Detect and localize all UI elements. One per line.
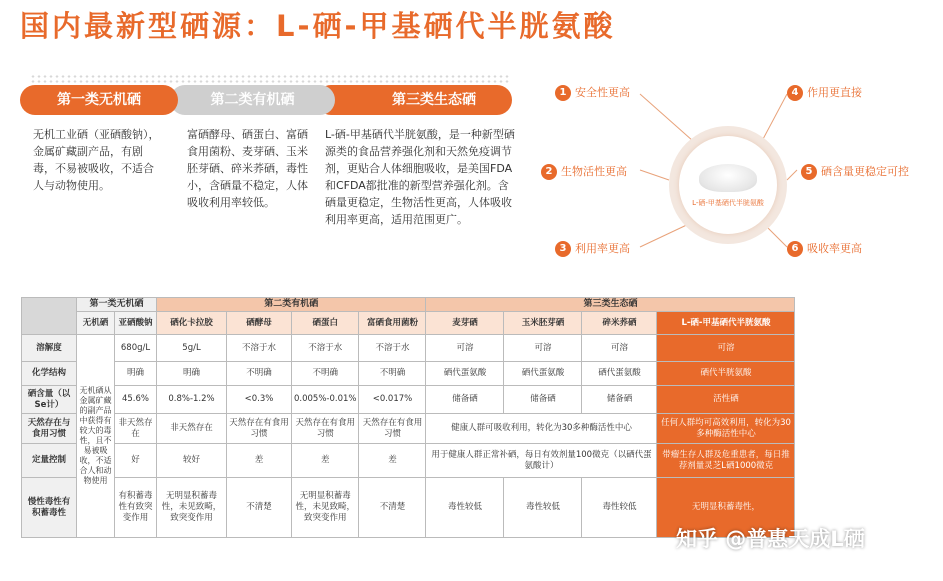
table-row: [22, 335, 795, 362]
table-cell: 680g/L: [115, 335, 157, 362]
page-title: 国内最新型硒源：L-硒-甲基硒代半胱氨酸: [20, 9, 616, 43]
row-header: 天然存在与食用习惯: [22, 414, 77, 444]
column-header: 富硒食用菌粉: [359, 312, 426, 335]
powder-image: [699, 164, 757, 192]
row-header: 定量控制: [22, 444, 77, 478]
table-cell: 任何人群均可高效利用，转化为30多种酶活性中心: [657, 414, 795, 444]
table-cell: 硒代半胱氨酸: [657, 362, 795, 386]
dot-pattern: [30, 74, 510, 84]
feature-label: 硒含量更稳定可控: [821, 165, 909, 178]
table-cell: 有积蓄毒性有致突变作用: [115, 478, 157, 538]
table-cell: 可溶: [582, 335, 657, 362]
column-header: 硒酵母: [227, 312, 292, 335]
table-cell: 可溶: [657, 335, 795, 362]
table-cell: 明确: [157, 362, 227, 386]
product-image-circle: [669, 126, 787, 244]
number-badge: 1: [555, 85, 571, 101]
inorganic-note: 无机硒从金属矿藏的副产品中获得有较大的毒性，且不易被吸收，不适合人和动物使用: [77, 335, 115, 538]
number-badge: 6: [787, 241, 803, 257]
table-cell: 天然存在有食用习惯: [359, 414, 426, 444]
organic-description: 富硒酵母、硒蛋白、富硒食用菌粉、麦芽硒、玉米胚芽硒、碎米荞硒，毒性小，含硒量不稳定，人体吸收利用率较低。: [187, 128, 308, 209]
table-cell: 差: [227, 444, 292, 478]
watermark: 知乎 @普惠天成L硒: [676, 527, 865, 551]
table-cell: 储备硒: [582, 386, 657, 414]
table-cell: 不明确: [292, 362, 359, 386]
feature-5: [801, 163, 909, 180]
eco-description: L-硒-甲基硒代半胱氨酸，是一种新型硒源类的食品营养强化剂和天然免疫调节剂，更贴合人体细胞吸收，是美国FDA和CFDA都批准的新型营养强化剂。含硒量更稳定，生物活性更高，人体吸收利用率更高，适用范围更广。: [325, 128, 515, 226]
table-cell: 较好: [157, 444, 227, 478]
table-cell: 不清楚: [359, 478, 426, 538]
table-cell: 毒性较低: [426, 478, 504, 538]
row-header: 溶解度: [22, 335, 77, 362]
table-cell: 非天然存在: [115, 414, 157, 444]
column-header: L-硒-甲基硒代半胱氨酸: [657, 312, 795, 335]
table-cell: 45.6%: [115, 386, 157, 414]
row-header: 化学结构: [22, 362, 77, 386]
table-cell: 不明确: [359, 362, 426, 386]
table-row: [22, 362, 795, 386]
table-cell: <0.017%: [359, 386, 426, 414]
table-cell: 天然存在有食用习惯: [292, 414, 359, 444]
table-cell: 无明显积蓄毒性，未见致畸，致突变作用: [157, 478, 227, 538]
group-header: 第一类无机硒: [77, 298, 157, 312]
table-cell: 储备硒: [426, 386, 504, 414]
row-header: 硒含量（以Se计）: [22, 386, 77, 414]
table-cell: 不溶于水: [227, 335, 292, 362]
table-cell: 不明确: [227, 362, 292, 386]
table-cell: 差: [359, 444, 426, 478]
table-row: [22, 414, 795, 444]
table-cell: 明确: [115, 362, 157, 386]
table-corner: [22, 298, 77, 335]
inorganic-description: 无机工业硒（亚硒酸钠），金属矿藏副产品，有剧毒，不易被吸收，不适合人与动物使用。: [33, 128, 160, 192]
table-cell: <0.3%: [227, 386, 292, 414]
column-header: 碎米荞硒: [582, 312, 657, 335]
table-cell: 不溶于水: [292, 335, 359, 362]
tab-organic-selenium[interactable]: 第二类有机硒: [170, 85, 335, 115]
table-cell: 不清楚: [227, 478, 292, 538]
number-badge: 2: [541, 164, 557, 180]
table-cell: 0.005%-0.01%: [292, 386, 359, 414]
table-cell: 不溶于水: [359, 335, 426, 362]
feature-4: [787, 84, 862, 101]
table-cell: 健康人群可吸收利用，转化为30多种酶活性中心: [426, 414, 657, 444]
number-badge: 4: [787, 85, 803, 101]
table-cell: 活性硒: [657, 386, 795, 414]
column-header: 麦芽硒: [426, 312, 504, 335]
feature-label: 利用率更高: [575, 242, 630, 255]
table-cell: 0.8%-1.2%: [157, 386, 227, 414]
column-header: 无机硒: [77, 312, 115, 335]
circle-label: L-硒-甲基硒代半胱氨酸: [692, 199, 764, 207]
table-row: [22, 444, 795, 478]
feature-1: [555, 84, 630, 101]
column-header: 硒化卡拉胶: [157, 312, 227, 335]
table-cell: 带瘤生存人群及危重患者，每日推荐剂量灵芝L硒1000微克: [657, 444, 795, 478]
group-header: 第二类有机硒: [157, 298, 426, 312]
table-cell: 硒代蛋氨酸: [504, 362, 582, 386]
feature-label: 生物活性更高: [561, 165, 627, 178]
table-cell: 无明显积蓄毒性，未见致畸，致突变作用: [292, 478, 359, 538]
table-cell: 非天然存在: [157, 414, 227, 444]
feature-3: [555, 240, 630, 257]
table-cell: 硒代蛋氨酸: [426, 362, 504, 386]
row-header: 慢性毒性有积蓄毒性: [22, 478, 77, 538]
table-cell: 储备硒: [504, 386, 582, 414]
table-cell: 5g/L: [157, 335, 227, 362]
table-cell: 可溶: [504, 335, 582, 362]
feature-label: 吸收率更高: [807, 242, 862, 255]
tab-inorganic-selenium[interactable]: 第一类无机硒: [20, 85, 178, 115]
table-cell: 可溶: [426, 335, 504, 362]
table-cell: 天然存在有食用习惯: [227, 414, 292, 444]
table-cell: 毒性较低: [504, 478, 582, 538]
feature-label: 安全性更高: [575, 86, 630, 99]
feature-label: 作用更直接: [807, 86, 862, 99]
group-header: 第三类生态硒: [426, 298, 795, 312]
number-badge: 3: [555, 241, 571, 257]
table-cell: 好: [115, 444, 157, 478]
table-cell: 差: [292, 444, 359, 478]
table-row: [22, 386, 795, 414]
table-cell: 硒代蛋氨酸: [582, 362, 657, 386]
feature-6: [787, 240, 862, 257]
column-header: 亚硒酸钠: [115, 312, 157, 335]
number-badge: 5: [801, 164, 817, 180]
column-header: 玉米胚芽硒: [504, 312, 582, 335]
column-header: 硒蛋白: [292, 312, 359, 335]
comparison-table: [21, 297, 795, 538]
tab-eco-selenium[interactable]: 第三类生态硒: [316, 85, 512, 115]
table-cell: 毒性较低: [582, 478, 657, 538]
feature-2: [541, 163, 627, 180]
table-cell: 无明显积蓄毒性，: [657, 478, 795, 538]
table-cell: 用于健康人群正常补硒，每日有效剂量100微克（以硒代蛋氨酸计）: [426, 444, 657, 478]
